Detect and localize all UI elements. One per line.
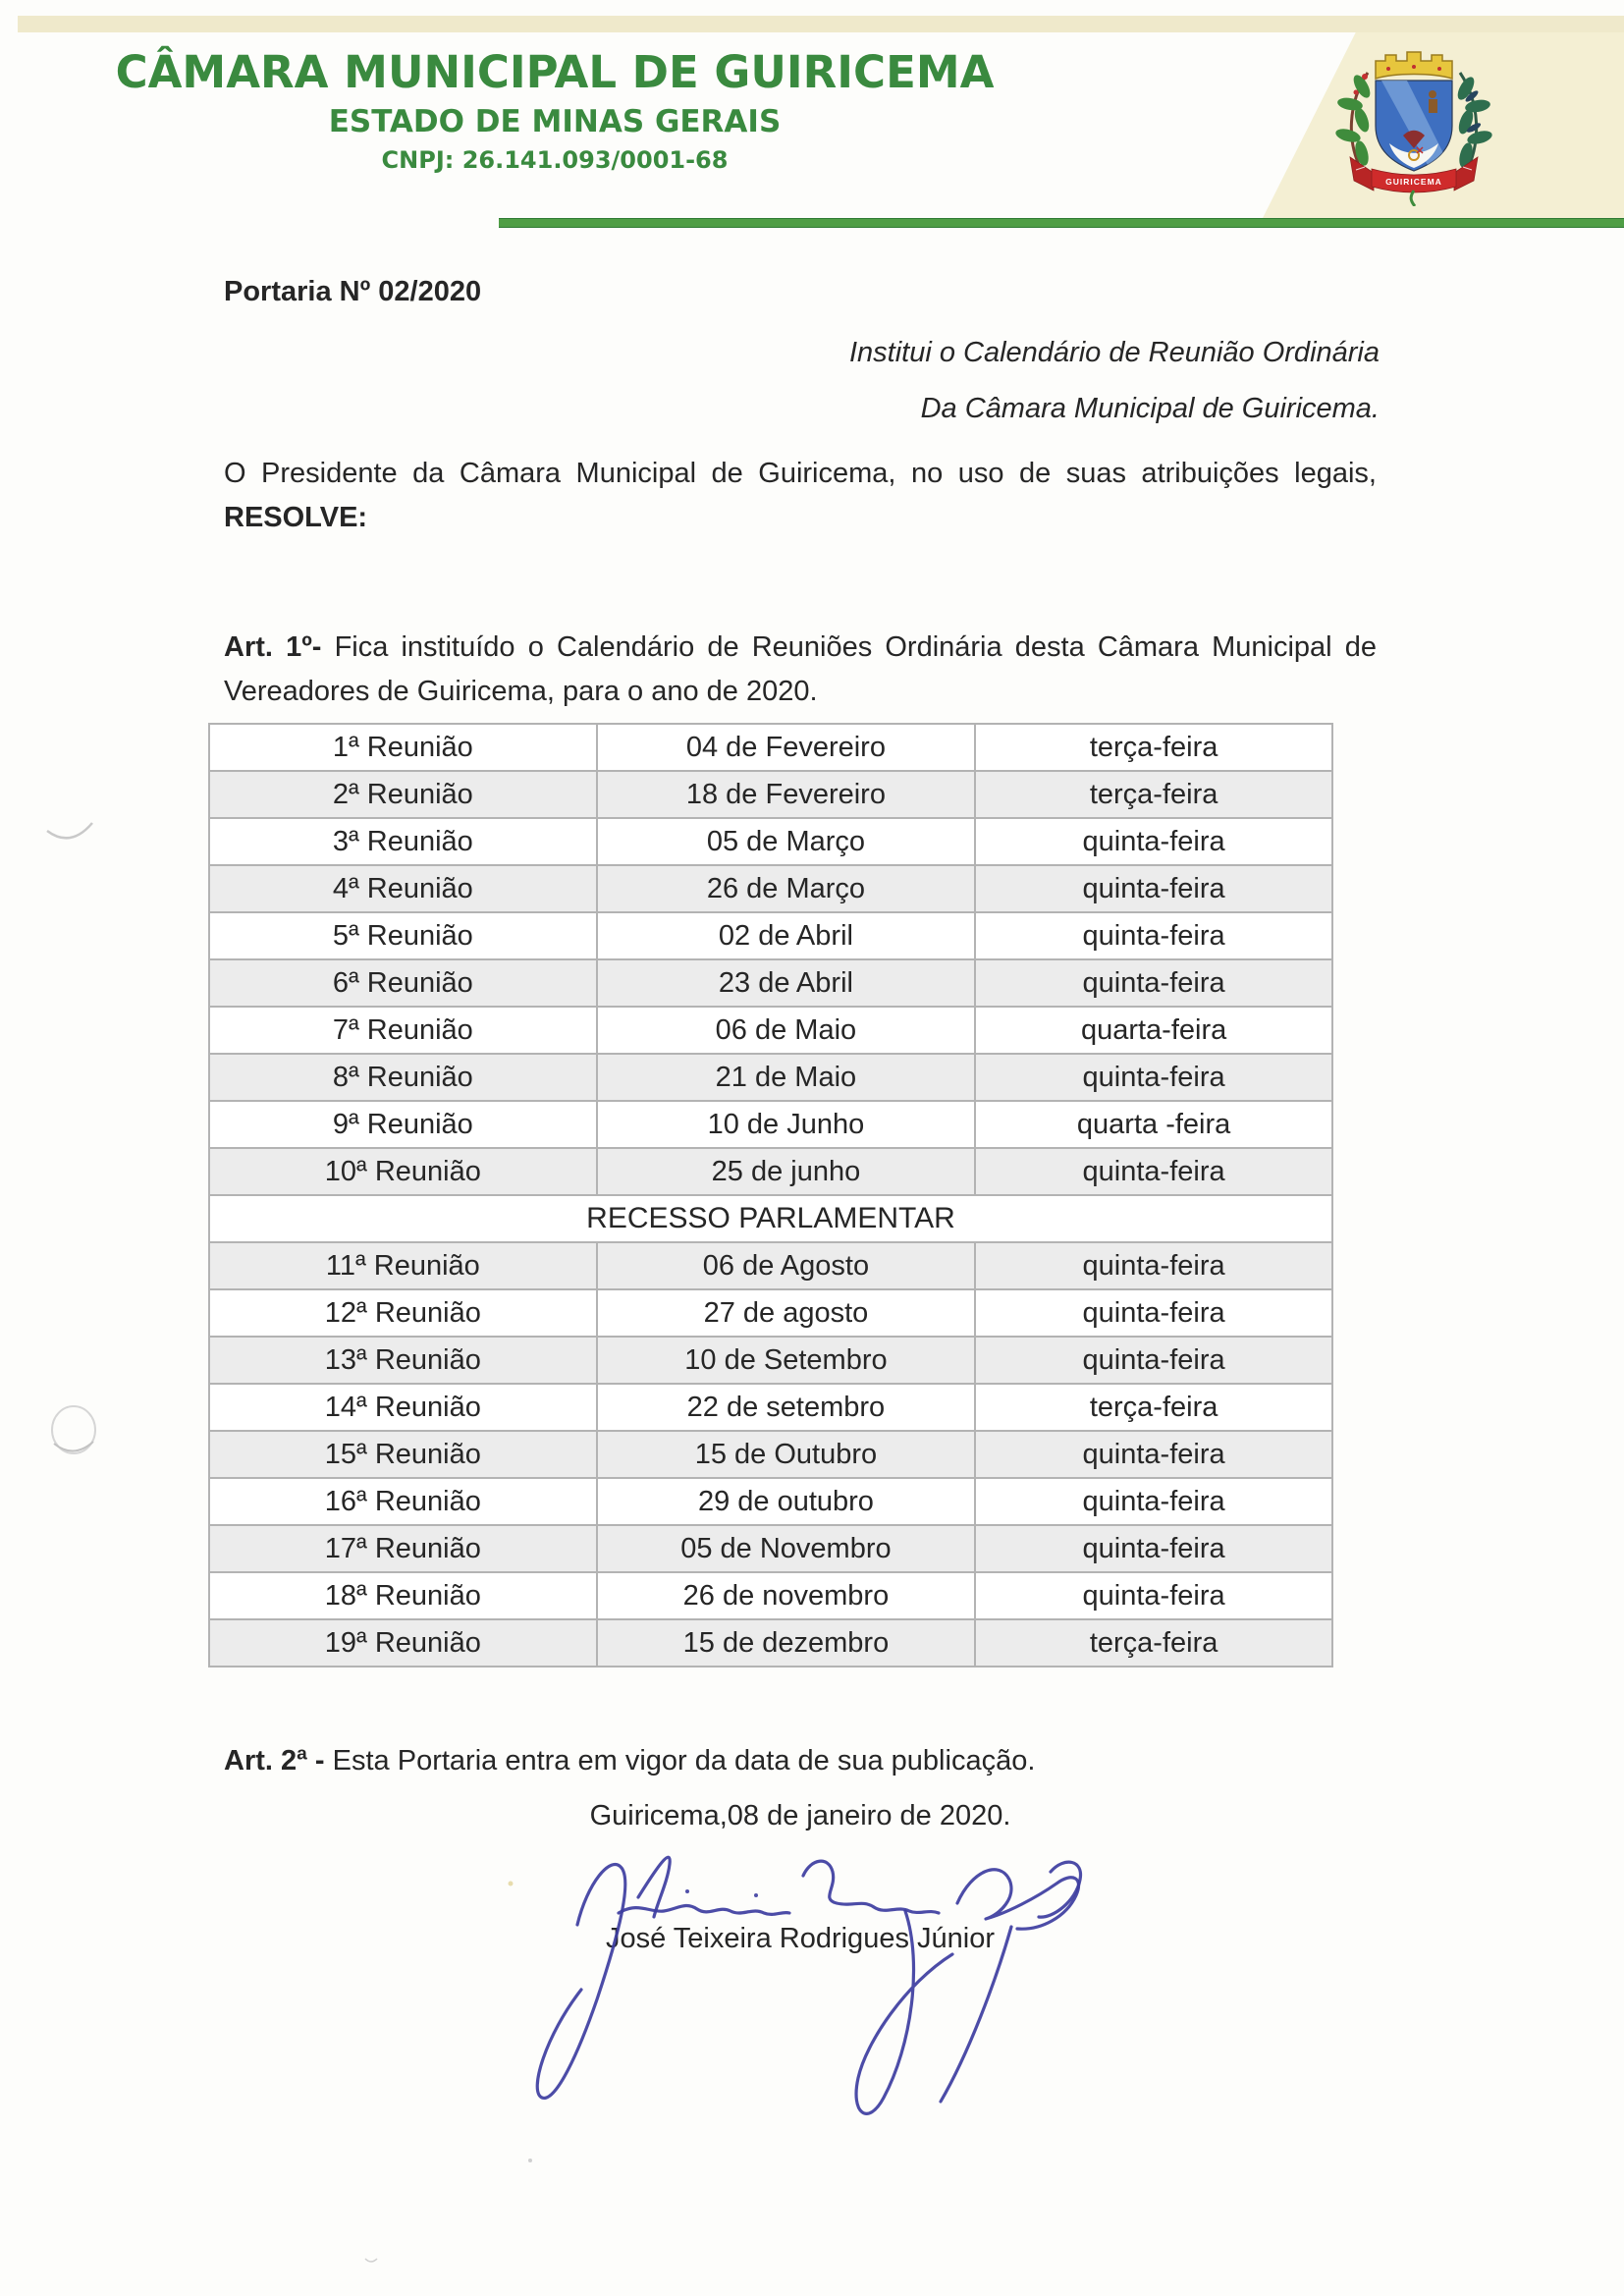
weekday-cell: quinta-feira: [975, 912, 1332, 959]
date-cell: 06 de Agosto: [597, 1242, 976, 1289]
calendar-row: [209, 771, 1332, 818]
meeting-cell: 9ª Reunião: [209, 1101, 597, 1148]
date-cell: 27 de agosto: [597, 1289, 976, 1337]
date-cell: 06 de Maio: [597, 1007, 976, 1054]
article-2-label: Art. 2ª -: [224, 1745, 325, 1777]
weekday-cell: quinta-feira: [975, 1478, 1332, 1525]
date-cell: 21 de Maio: [597, 1054, 976, 1101]
calendar-row: [209, 1148, 1332, 1195]
calendar-row: [209, 1384, 1332, 1431]
weekday-cell: quinta-feira: [975, 959, 1332, 1007]
weekday-cell: terça-feira: [975, 724, 1332, 771]
calendar-row: [209, 1242, 1332, 1289]
date-cell: 25 de junho: [597, 1148, 976, 1195]
calendar-row: [209, 724, 1332, 771]
weekday-cell: quinta-feira: [975, 1242, 1332, 1289]
weekday-cell: terça-feira: [975, 1384, 1332, 1431]
weekday-cell: terça-feira: [975, 1619, 1332, 1667]
calendar-row: [209, 959, 1332, 1007]
meeting-cell: 16ª Reunião: [209, 1478, 597, 1525]
crest-right-branch: [1454, 73, 1493, 173]
epigraph-line-2: Da Câmara Municipal de Guiricema.: [920, 393, 1380, 424]
meeting-cell: 10ª Reunião: [209, 1148, 597, 1195]
crest-left-branch: [1334, 73, 1374, 171]
crest-figure: [1429, 90, 1437, 113]
calendar-row: [209, 1478, 1332, 1525]
meeting-cell: 17ª Reunião: [209, 1525, 597, 1572]
calendar-row: [209, 1619, 1332, 1667]
meeting-cell: 12ª Reunião: [209, 1289, 597, 1337]
weekday-cell: quinta-feira: [975, 1525, 1332, 1572]
meeting-cell: 11ª Reunião: [209, 1242, 597, 1289]
calendar-table: [208, 723, 1333, 1667]
calendar-row: [209, 865, 1332, 912]
date-cell: 29 de outubro: [597, 1478, 976, 1525]
date-cell: 04 de Fevereiro: [597, 724, 976, 771]
meeting-cell: 6ª Reunião: [209, 959, 597, 1007]
article-2: [224, 1739, 1377, 1782]
letterhead: [59, 47, 1051, 173]
calendar-row: [209, 1054, 1332, 1101]
epigraph-line-1: Institui o Calendário de Reunião Ordinária: [848, 337, 1380, 368]
scan-cream-band: [18, 16, 1624, 32]
calendar-row: [209, 1525, 1332, 1572]
recess-row: [209, 1195, 1332, 1242]
date-cell: 02 de Abril: [597, 912, 976, 959]
calendar-row: [209, 1337, 1332, 1384]
org-subtitle: ESTADO DE MINAS GERAIS: [328, 103, 782, 139]
meeting-cell: 13ª Reunião: [209, 1337, 597, 1384]
weekday-cell: quarta -feira: [975, 1101, 1332, 1148]
article-1-text: Fica instituído o Calendário de Reuniões Ordinária desta Câmara Municipal de Vereadores de Guiricema, para o ano de 2020.: [224, 631, 1377, 707]
weekday-cell: quinta-feira: [975, 1572, 1332, 1619]
meeting-cell: 18ª Reunião: [209, 1572, 597, 1619]
meeting-cell: 3ª Reunião: [209, 818, 597, 865]
calendar-row: [209, 912, 1332, 959]
calendar-row: [209, 1572, 1332, 1619]
article-1: [224, 626, 1377, 714]
recess-label: RECESSO PARLAMENTAR: [209, 1195, 1332, 1242]
weekday-cell: quarta-feira: [975, 1007, 1332, 1054]
article-2-text: Esta Portaria entra em vigor da data de sua publicação.: [324, 1745, 1036, 1777]
date-cell: 10 de Setembro: [597, 1337, 976, 1384]
date-cell: 18 de Fevereiro: [597, 771, 976, 818]
calendar-row: [209, 1007, 1332, 1054]
weekday-cell: quinta-feira: [975, 818, 1332, 865]
weekday-cell: quinta-feira: [975, 1289, 1332, 1337]
meeting-cell: 19ª Reunião: [209, 1619, 597, 1667]
weekday-cell: quinta-feira: [975, 1431, 1332, 1478]
date-cell: 26 de Março: [597, 865, 976, 912]
signature-ink: [461, 1807, 1110, 2131]
header-divider-rule: [499, 218, 1624, 228]
portaria-number: Portaria Nº 02/2020: [224, 276, 482, 307]
date-cell: 15 de dezembro: [597, 1619, 976, 1667]
preamble: [224, 452, 1377, 540]
date-cell: 05 de Novembro: [597, 1525, 976, 1572]
weekday-cell: quinta-feira: [975, 1148, 1332, 1195]
signer-name: José Teixeira Rodrigues Júnior: [605, 1923, 995, 1954]
date-cell: 26 de novembro: [597, 1572, 976, 1619]
meeting-cell: 15ª Reunião: [209, 1431, 597, 1478]
meeting-cell: 7ª Reunião: [209, 1007, 597, 1054]
date-cell: 23 de Abril: [597, 959, 976, 1007]
place-date-line: Guiricema,08 de janeiro de 2020.: [589, 1800, 1011, 1831]
meeting-cell: 8ª Reunião: [209, 1054, 597, 1101]
calendar-row: [209, 1289, 1332, 1337]
municipal-crest: [1332, 31, 1495, 206]
meeting-cell: 5ª Reunião: [209, 912, 597, 959]
org-title: CÂMARA MUNICIPAL DE GUIRICEMA: [115, 46, 995, 98]
calendar-table-body: [209, 724, 1332, 1667]
calendar-row: [209, 818, 1332, 865]
weekday-cell: terça-feira: [975, 771, 1332, 818]
date-cell: 10 de Junho: [597, 1101, 976, 1148]
calendar-row: [209, 1431, 1332, 1478]
weekday-cell: quinta-feira: [975, 1337, 1332, 1384]
meeting-cell: 1ª Reunião: [209, 724, 597, 771]
epigraph: [393, 336, 1380, 448]
date-cell: 15 de Outubro: [597, 1431, 976, 1478]
meeting-cell: 14ª Reunião: [209, 1384, 597, 1431]
meeting-cell: 2ª Reunião: [209, 771, 597, 818]
weekday-cell: quinta-feira: [975, 865, 1332, 912]
preamble-emphasis: RESOLVE:: [224, 502, 368, 533]
meeting-cell: 4ª Reunião: [209, 865, 597, 912]
weekday-cell: quinta-feira: [975, 1054, 1332, 1101]
org-cnpj: CNPJ: 26.141.093/0001-68: [381, 145, 729, 174]
article-1-label: Art. 1º-: [224, 631, 322, 663]
date-cell: 05 de Março: [597, 818, 976, 865]
calendar-row: [209, 1101, 1332, 1148]
date-cell: 22 de setembro: [597, 1384, 976, 1431]
crest-banner-label: GUIRICEMA: [1385, 177, 1442, 187]
preamble-text: O Presidente da Câmara Municipal de Guiricema, no uso de suas atribuições legais,: [224, 458, 1377, 489]
